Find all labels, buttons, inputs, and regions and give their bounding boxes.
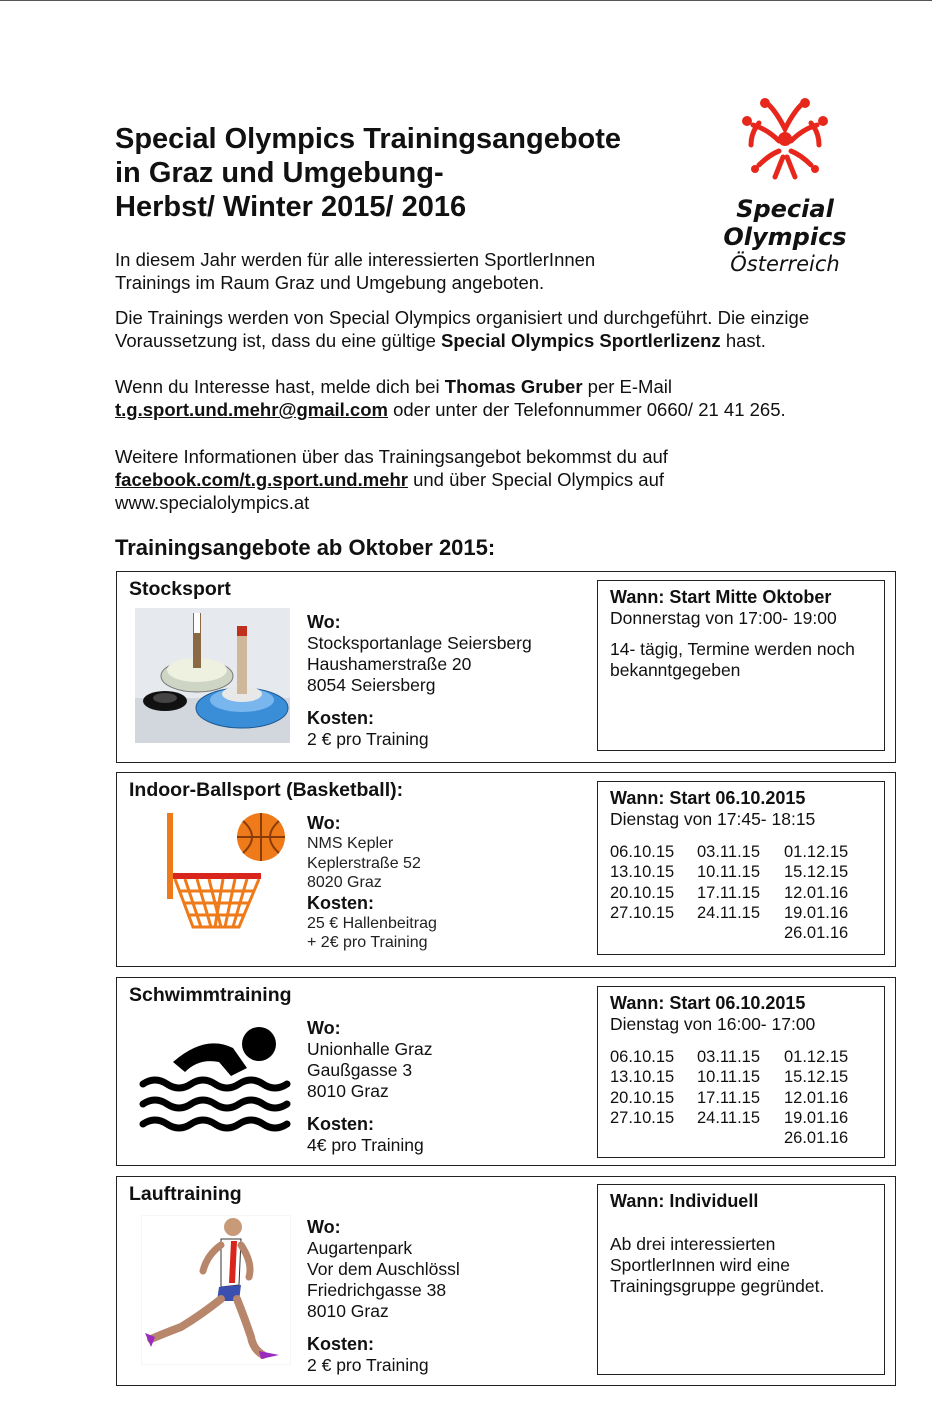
card-title: Indoor-Ballsport (Basketball): [129,779,404,801]
date-cell [697,923,784,943]
title-line-1: Special Olympics Trainingsangebote [115,123,622,155]
location-block [307,813,437,953]
schedule-box [597,1184,885,1375]
card-title: Stocksport [129,578,231,600]
date-cell: 06.10.15 [610,843,675,861]
location-line: Keplerstraße 52 [307,854,421,872]
athletes-circle-icon [735,95,835,190]
cost-line: 2 € pro Training [307,1355,429,1375]
intro-p3-line2 [115,398,786,421]
intro-p1-line1: In diesem Jahr werden für alle interessierten SportlerInnen [115,249,596,270]
date-cell: 17.11.15 [697,883,761,902]
date-cell: 13.10.15 [610,1068,675,1087]
date-cell: 20.10.15 [610,1088,675,1107]
cost-line: 4€ pro Training [307,1135,424,1155]
date-cell [697,1128,784,1148]
cost-line: 2 € pro Training [307,729,429,749]
schedule-box [597,580,885,751]
date-cell [610,923,697,943]
curling-stock-icon [135,608,290,743]
schedule-note: 14- tägig, Termine werden noch [610,639,855,659]
intro-p4-text: und über Special Olympics auf [407,469,664,490]
location-block [307,612,532,750]
date-cell: 15.12.15 [784,863,849,882]
kosten-label: Kosten: [307,1114,374,1134]
date-cell: 01.12.15 [784,1048,849,1066]
section-heading: Trainingsangebote ab Oktober 2015: [115,535,496,560]
date-cell: 10.11.15 [697,1068,761,1087]
card-title: Schwimmtraining [129,984,292,1006]
basketball-hoop-icon [135,809,295,939]
location-line: Vor dem Auschlössl [307,1259,460,1279]
date-cell: 06.10.15 [610,1048,675,1066]
date-cell: 12.01.16 [784,1088,849,1107]
location-line: Gaußgasse 3 [307,1060,413,1080]
location-line: 8054 Seiersberg [307,675,436,695]
special-olympics-logo [700,95,870,285]
schedule-time: Dienstag von 17:45- 18:15 [610,809,816,829]
schedule-note: Ab drei interessierten [610,1234,776,1254]
facebook-link[interactable]: facebook.com/t.g.sport.und.mehr [115,469,408,490]
date-cell: 26.01.16 [784,924,849,943]
kosten-label: Kosten: [307,708,374,728]
kosten-label: Kosten: [307,892,374,913]
wo-label: Wo: [307,1217,341,1237]
schedule-note: SportlerInnen wird eine [610,1255,790,1275]
schedule-box [597,986,885,1158]
date-cell: 19.01.16 [784,1108,849,1127]
location-line: 8020 Graz [307,874,382,891]
wo-label: Wo: [307,612,341,632]
wann-heading: Wann: Start 06.10.2015 [610,993,806,1013]
cost-line: + 2€ pro Training [307,934,428,951]
date-cell: 27.10.15 [610,1108,675,1127]
date-cell: 20.10.15 [610,883,675,902]
intro-p3-text: Wenn du Interesse hast, melde dich bei [115,376,445,397]
schedule-box [597,781,885,955]
website-text: www.specialolympics.at [115,492,310,513]
kosten-label: Kosten: [307,1334,374,1354]
wann-heading: Wann: Start 06.10.2015 [610,788,806,808]
page-title [115,122,621,224]
wann-heading: Wann: Individuell [610,1191,759,1211]
phone-text: oder unter der Telefonnummer 0660/ 21 41 265. [387,399,786,420]
intro-p2-text: Voraussetzung ist, dass du eine gültige [115,330,442,351]
schedule-time: Donnerstag von 17:00- 19:00 [610,608,837,628]
intro-paragraph-1 [115,248,595,294]
date-cell: 19.01.16 [784,903,849,922]
title-line-2: in Graz und Umgebung- [115,157,444,189]
date-cell [610,1128,697,1148]
intro-p3-text-end: per E-Mail [582,376,672,397]
date-cell: 12.01.16 [784,883,849,902]
intro-p2-line1: Die Trainings werden von Special Olympics organisiert und durchgeführt. Die einzige [115,307,810,328]
wo-label: Wo: [307,1018,341,1038]
date-cell: 27.10.15 [610,903,675,922]
schedule-note: Trainingsgruppe gegründet. [610,1276,825,1296]
date-cell: 15.12.15 [784,1068,849,1087]
intro-p3-line1 [115,375,786,398]
card-schwimmtraining [116,977,896,1166]
date-cell: 03.11.15 [697,1048,761,1066]
date-cell: 24.11.15 [697,903,761,922]
email-link[interactable]: t.g.sport.und.mehr@gmail.com [115,399,388,420]
card-title: Lauftraining [129,1183,242,1205]
wo-label: Wo: [307,813,341,833]
logo-word-oesterreich: Österreich [730,252,840,276]
location-line: 8010 Graz [307,1301,389,1321]
runner-icon [141,1215,291,1365]
schedule-time: Dienstag von 16:00- 17:00 [610,1014,816,1034]
intro-p2-line2 [115,329,809,352]
location-line: Augartenpark [307,1238,413,1258]
intro-paragraph-2 [115,306,809,352]
dates-grid [610,842,872,943]
dates-grid [610,1047,872,1148]
title-line-3: Herbst/ Winter 2015/ 2016 [115,191,467,223]
date-cell: 17.11.15 [697,1088,761,1107]
intro-paragraph-4 [115,445,668,514]
date-cell: 03.11.15 [697,843,761,861]
intro-paragraph-3 [115,375,786,421]
contact-name: Thomas Gruber [444,376,583,397]
location-line: Stocksportanlage Seiersberg [307,633,532,653]
location-line: Haushamerstraße 20 [307,654,472,674]
location-block [307,1217,460,1376]
date-cell: 13.10.15 [610,863,675,882]
date-cell: 24.11.15 [697,1108,761,1127]
intro-p4-line1: Weitere Informationen über das Trainingsangebot bekommst du auf [115,446,668,467]
location-line: 8010 Graz [307,1081,389,1101]
location-line: Friedrichgasse 38 [307,1280,447,1300]
license-emphasis: Special Olympics Sportlerlizenz [441,330,721,351]
card-basketball [116,772,896,967]
location-line: Unionhalle Graz [307,1039,433,1059]
intro-p1-line2: Trainings im Raum Graz und Umgebung angeboten. [115,272,545,293]
intro-p2-end: hast. [720,330,766,351]
card-lauftraining [116,1176,896,1386]
intro-p4-line2 [115,468,668,491]
top-border-line [0,0,932,1]
location-block [307,1018,432,1156]
location-line: NMS Kepler [307,835,394,852]
cost-line: 25 € Hallenbeitrag [307,914,437,932]
card-stocksport [116,571,896,763]
date-cell: 26.01.16 [784,1129,849,1148]
logo-word-special: Special [736,195,834,223]
date-cell: 01.12.15 [784,843,849,861]
swimmer-icon [135,1022,295,1137]
date-cell: 10.11.15 [697,863,761,882]
wann-heading: Wann: Start Mitte Oktober [610,587,832,607]
logo-word-olympics: Olympics [723,223,847,251]
schedule-note: bekanntgegeben [610,660,741,680]
